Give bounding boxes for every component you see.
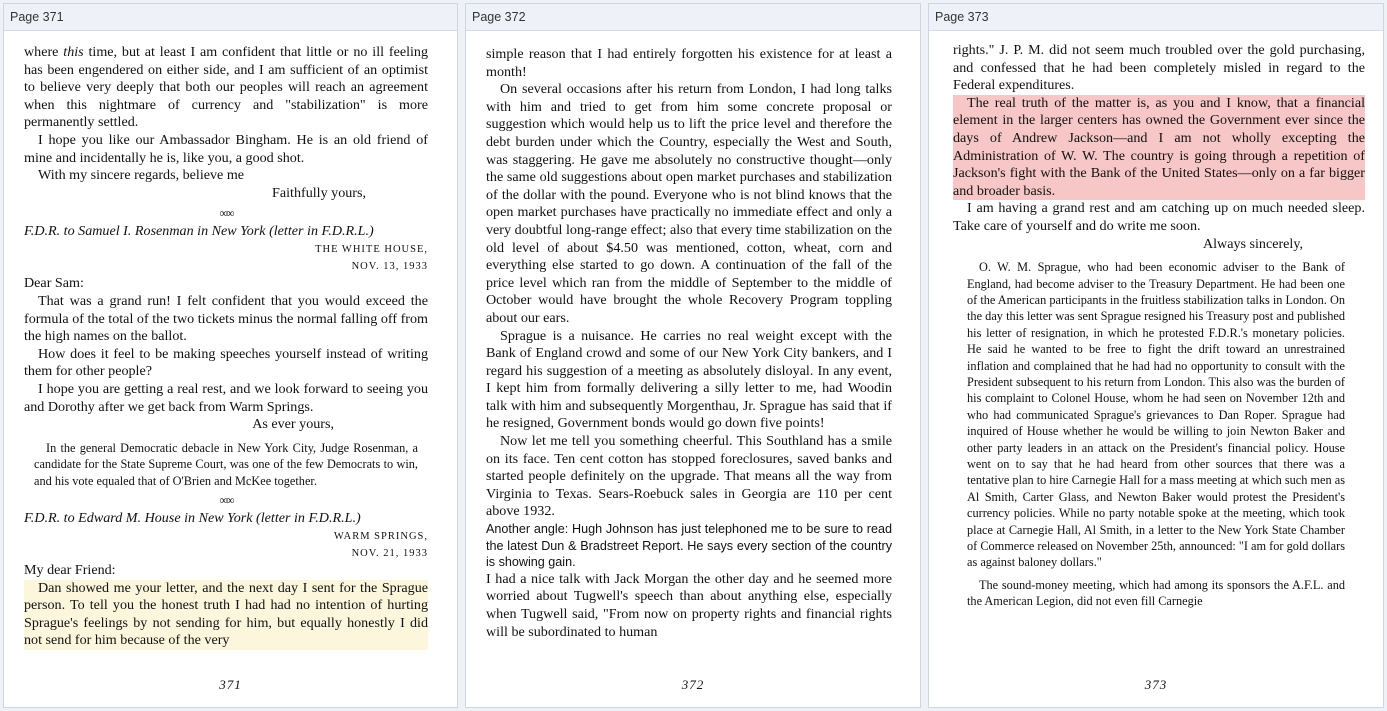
paragraph: I am having a grand rest and am catching up on much needed sleep. Take care of yourself and do write me soon. — [953, 200, 1365, 234]
paragraph: I hope you like our Ambassador Bingham. He is an old friend of mine and incidentally he is, like you, a good shot. — [24, 131, 428, 166]
paragraph: Dan showed me your letter, and the next day I sent for the Sprague person. To tell you the honest truth I had had no intention of hurting Sprague's feelings by not sending for him, but equally honestly I did not send for him because of the very — [24, 579, 428, 649]
page-panel-372[interactable] — [465, 3, 921, 708]
highlighted-paragraph[interactable]: The real truth of the matter is, as you and I know, that a financial element in the larger centers has owned the Government ever since the days of Andrew Jackson—and I am not wholly excepting the Administration of W. W. The country is going through a repetition of Jackson's fight with the Bank of the United States—only on a far bigger and broader basis. — [953, 94, 1365, 199]
ornament-divider: ∞∞ — [219, 206, 233, 221]
paragraph: Now let me tell you something cheerful. This Southland has a smile on its face. Ten cent cotton has stopped foreclosures, saved banks and started people definitely on the upgrade. That means all the way from Virginia to Texas. Sears-Roebuck sales in Georgia are 110 per cent above 1932. — [486, 433, 892, 520]
paragraph: simple reason that I had entirely forgotten his existence for at least a month! — [486, 46, 892, 80]
page-text — [4, 42, 457, 679]
closing: Faithfully yours, — [272, 184, 366, 201]
closing: As ever yours, — [252, 416, 334, 433]
closing: Always sincerely, — [1202, 235, 1303, 252]
editor-note: The sound-money meeting, which had among its sponsors the A.F.L. and the American Legion, did not even fill Carnegie — [967, 577, 1345, 609]
editor-note: In the general Democratic debacle in New York City, Judge Rosenman, a candidate for the State Supreme Court, was one of the few Democrats to win, and his vote equaled that of O'Brien and McKee together. — [34, 440, 418, 488]
editor-note: O. W. M. Sprague, who had been economic adviser to the Bank of England, had become adviser to the Treasury Department. He had been one of the American participants in the fruitless stabilization talks in London. On the day this letter was sent Sprague resigned his Treasury post and published his letter of resignation, in which he protested F.D.R.'s monetary policies. He said he wanted to be free to fight the drift toward an unrestrained inflation and complained that he had had no opportunity to consult with the President subsequent to his return from London. This also was the burden of his complaint to Colonel House, whom he had seen on November 12th and who had communicated Sprague's grievances to Dan Roper. Sprague had inquired of House whether he would be willing to join Newton Baker and other party leaders in an attack on the President's financial policy. House went on to say that he had heard from other sources that there was a tentative plan to hire Carnegie Hall for a mass meeting at which such men as Al Smith, Carter Glass, and Newton Baker would protest the President's currency policies. While no party notable spoke at the meeting, which took place at Carnegie Hall, Al Smith, in a letter to the New York State Chamber of Commerce released on November 25th, announced: "I am for gold dollars as against baloney dollars." — [967, 260, 1345, 570]
paragraph: I hope you are getting a real rest, and we look forward to seeing you and Dorothy after we get back from Warm Springs. — [24, 380, 428, 415]
letter-place: THE WHITE HOUSE, — [315, 244, 428, 256]
page-panel-373[interactable] — [928, 3, 1384, 708]
paragraph: That was a grand run! I felt confident that you would exceed the formula of the total of the two tickets minus the normal falling off from the high names on the ballot. — [24, 292, 428, 345]
page-label: Page 371 — [4, 4, 457, 31]
page-text — [929, 42, 1383, 679]
page-label: Page 372 — [466, 4, 920, 31]
letter-place: WARM SPRINGS, — [333, 530, 428, 542]
paragraph-inserted: I had a nice talk with Jack Morgan the other day and he seemed more worried about Tugwell's speech than about anything else, especially when Tugwell said, "From now on property rights and financial rights will be subordinated to human — [486, 570, 892, 640]
letter-date: NOV. 13, 1933 — [351, 261, 428, 273]
paragraph-inserted: Another angle: Hugh Johnson has just telephoned me to be sure to read the latest Dun & Bradstreet Report. He says every section of the country is showing gain. — [486, 522, 892, 570]
page-text — [466, 42, 920, 679]
page-number: 372 — [681, 677, 705, 692]
ornament-divider: ∞∞ — [219, 492, 233, 507]
page-number: 371 — [219, 677, 242, 692]
paragraph: Sprague is a nuisance. He carries no real weight except with the Bank of England crowd and some of our New York City bankers, and I regard his suggestion of a meeting as absolutely disloyal. In any event, I kept him from formally delivering a silly letter to me, had Woodin talk with him and subsequently Morgenthau, Jr. Sprague has said that if he resigned, Government bonds would go down five points! — [486, 327, 892, 432]
paragraph: With my sincere regards, believe me — [38, 167, 245, 184]
letter-date: NOV. 21, 1933 — [351, 547, 428, 559]
paragraph: How does it feel to be making speeches yourself instead of writing them for other people? — [24, 345, 428, 380]
page-number: 373 — [1144, 677, 1168, 692]
page-panel-371[interactable] — [3, 3, 458, 708]
paragraph: rights." J. P. M. did not seem much troubled over the gold purchasing, and confessed that he had been completely misled in regard to the Federal expenditures. — [953, 42, 1365, 94]
letter-heading: F.D.R. to Edward M. House in New York (letter in F.D.R.L.) — [24, 509, 361, 526]
paragraph: where this time, but at least I am confident that little or no ill feeling has been engendered on either side, and I am sufficient of an optimist to believe very deeply that both our peoples will reach an agreement when this nightmare of currency and "stabilization" is more permanently settled. — [24, 44, 429, 131]
salutation: My dear Friend: — [24, 561, 116, 578]
paragraph: On several occasions after his return from London, I had long talks with him and tried to get from him some concrete proposal or suggestion which would help us to lift the price level and therefore the debt burden under which the Country, especially the West and South, was staggering. He gave me absolutely no constructive thought—only the same old suggestions about open market purchases and stabilization of the dollar with the pound. Everyone who is not blind knows that the open market purchases have practically no immediate effect and only a very doubtful long-range effect; also that every time stabilization on the old level of about $4.50 was mentioned, cotton, wheat, corn and everything else started to go down. A continuation of the fall of the price level which ran from the middle of September to the middle of October would have brought the whole Recovery Program toppling about our ears. — [486, 81, 892, 326]
letter-heading: F.D.R. to Samuel I. Rosenman in New York (letter in F.D.R.L.) — [24, 223, 374, 240]
salutation: Dear Sam: — [24, 275, 84, 292]
page-label: Page 373 — [929, 4, 1383, 31]
